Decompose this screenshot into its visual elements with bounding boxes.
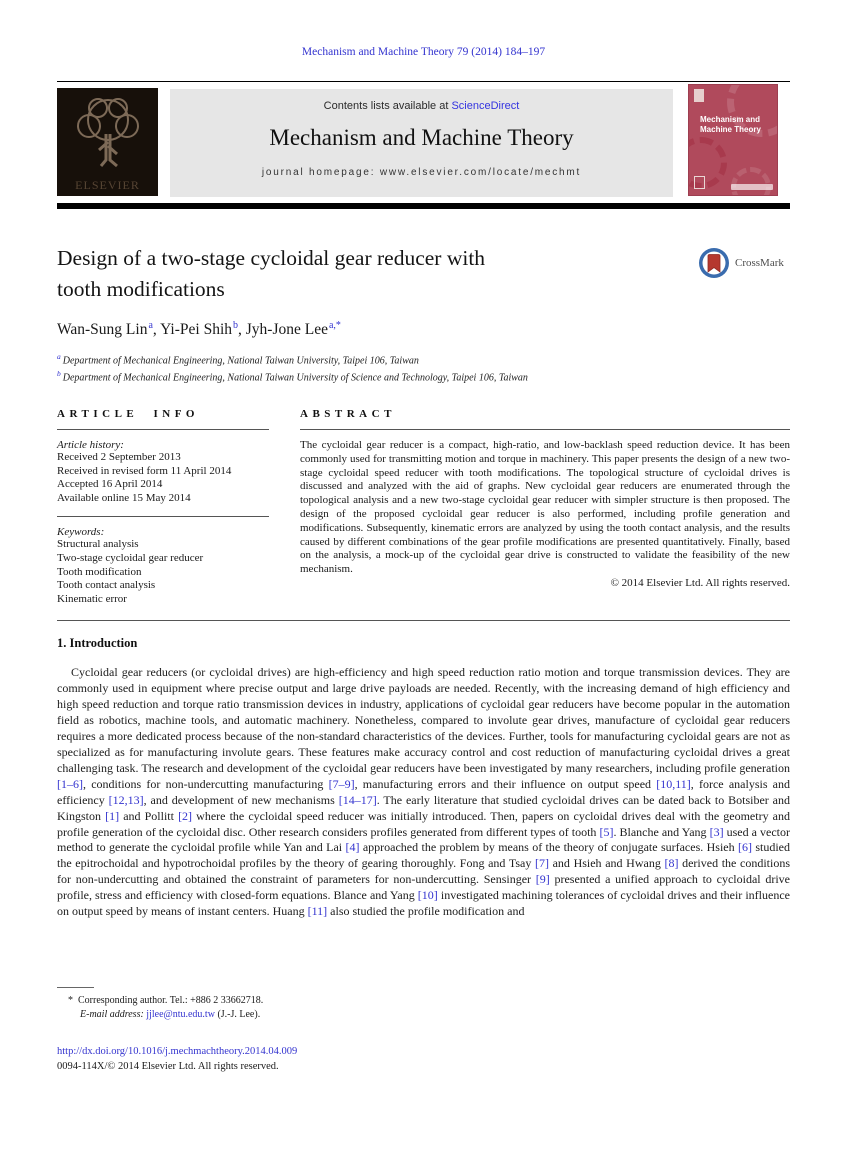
introduction-heading: 1. Introduction xyxy=(57,636,138,650)
article-info-column xyxy=(57,408,300,606)
article-history-item: Available online 15 May 2014 xyxy=(57,491,191,504)
abstract-text: The cycloidal gear reducer is a compact, high-ratio, and low-backlash speed reduction device. It has been commonly used for transmitting motion and torque in machinery. This paper presents the design of a new two-stage cycloidal speed reducer with tooth modifications. The topological structure of cycloidal drives is discussed and analyzed with the aid of graphs. New cycloidal gear reducers are enumerated through the topological analysis and a new two-stage cycloidal gear reducer with simpler structure is then proposed. The design of the proposed cycloidal gear reducer is also performed, including profile generation and modifications. Subsequently, kinematic errors are analyzed by using the tooth contact analysis, and the results caused by different combinations of the gear profile modifications are presented quantitatively. Finally, based on the analysis, a mock-up of the cycloidal gear drive is constructed to validate the feasibility of the new mechanism. xyxy=(300,439,790,576)
citation-link[interactable]: [8] xyxy=(664,856,679,871)
email-suffix: (J.-J. Lee). xyxy=(214,1009,261,1020)
citation-link[interactable]: [4] xyxy=(345,840,360,855)
citation-link[interactable]: [12,13] xyxy=(108,792,144,807)
citation-link[interactable]: [5] xyxy=(599,824,614,839)
citation-link[interactable]: [3] xyxy=(709,824,724,839)
article-info-rule xyxy=(57,429,269,430)
footnote-marker: * xyxy=(68,995,73,1006)
copyright-line: © 2014 Elsevier Ltd. All rights reserved. xyxy=(610,576,790,589)
citation-link[interactable]: [1] xyxy=(105,808,120,823)
elsevier-wordmark: ELSEVIER xyxy=(75,178,140,192)
header-top-rule xyxy=(57,81,790,82)
cover-title-line2: Machine Theory xyxy=(700,125,761,134)
sciencedirect-link[interactable]: ScienceDirect xyxy=(451,100,520,112)
keyword-item: Kinematic error xyxy=(57,592,127,605)
citation-link[interactable]: [2] xyxy=(178,808,193,823)
author-affiliation-sup[interactable]: a xyxy=(148,320,153,331)
affiliation: $^a$ Department of Mechanical Engineering, National Taiwan University, Taipei 106, Taiwan xyxy=(57,352,419,367)
journal-reference[interactable]: Mechanism and Machine Theory 79 (2014) 184–197 xyxy=(301,46,546,58)
keyword-item: Structural analysis xyxy=(57,538,139,551)
section-divider-rule xyxy=(57,620,790,621)
corresponding-author-text: Corresponding author. Tel.: +886 2 33662718. xyxy=(78,995,264,1006)
cover-gear-decoration xyxy=(731,167,771,196)
keywords-label: Keywords: xyxy=(57,526,105,539)
crossmark-label: CrossMark xyxy=(735,257,784,269)
article-title xyxy=(57,243,637,305)
article-history-item: Received 2 September 2013 xyxy=(57,451,181,463)
journal-cover-thumbnail[interactable] xyxy=(688,84,778,196)
abstract-heading: ABSTRACT xyxy=(300,408,396,420)
introduction-paragraph: Cycloidal gear reducers (or cycloidal drives) are high-efficiency and high speed reduction ratio motion and torque transmission devices. They are commonly used in equipment where precise output and large drive payloads are needed. Recently, with the increasing demand of high efficiency and high speed reduction and torque ratio transmission devices in industry, applications of cycloidal gear reducers have become popular in the automation field as robotics, machine tools, and automatic machinery. Nonetheless, compared to involute gear drives, manufacture of cycloidal gear reducers requires a more dedicated process because of the non-standard characteristics of the devices. Further, tools for manufacturing cycloidal gears are not as specialized as for manufacturing involute gears. These features make accuracy control and cost reduction of manufacturing cycloidal drives a great challenging task. The research and development of the cycloidal gear reducers have been investigated by many researchers, including profile generation [1–6], conditions for non-undercutting manufacturing [7–9], manufacturing errors and their influence on output speed [10,11], force analysis and efficiency [12,13], and development of new mechanisms [14–17]. The early literature that studied cycloidal drives can be dated back to Botsiber and Kingston [1] and Pollitt [2] where the cycloidal speed reducer was initially introduced. Then, papers on cycloidal drives deal with the geometry and profile generation of the cycloidal disc. Other research considers profiles generated from different types of tooth [5]. Blanche and Yang [3] used a vector method to generate the cycloidal profile while Yan and Lai [4] approached the problem by means of the theory of conjugate surfaces. Hsieh [6] studied the epitrochoidal and hypotrochoidal profiles by the theory of gearing thoroughly. Fong and Tsay [7] and Hsieh and Hwang [8] derived the conditions for non-undercutting and obtained the constraint of parameters for non-undercutting. Sensinger [9] presented a unified approach to cycloidal drive profile, stress and efficiency with closed-form equations. Blance and Yang [10] investigated machining tolerances of cycloidal drives and their influence on output speed by means of instant centers. Huang [11] also studied the profile modification and xyxy=(57,665,791,919)
citation-link[interactable]: [14–17] xyxy=(338,792,377,807)
citation-link[interactable]: [9] xyxy=(535,872,550,887)
doi-link[interactable]: http://dx.doi.org/10.1016/j.mechmachtheory.2014.04.009 xyxy=(57,1046,298,1057)
author: Jyh-Jone Lee$^{a,*}$ xyxy=(245,320,341,339)
affiliation: $^b$ Department of Mechanical Engineering, National Taiwan University of Science and Technology, Taipei 106, Taiwan xyxy=(57,369,528,384)
article-title-line1: Design of a two-stage cycloidal gear reducer with xyxy=(57,246,486,270)
article-title-line2: tooth modifications xyxy=(57,277,225,301)
article-info-heading: ARTICLE INFO xyxy=(57,408,199,420)
author: Wan-Sung Lin$^a$, xyxy=(57,320,161,339)
email-line xyxy=(80,1008,263,1022)
contents-prefix: Contents lists available at xyxy=(323,100,452,112)
cover-tree-icon xyxy=(694,176,705,189)
crossmark-badge[interactable] xyxy=(698,247,793,279)
citation-link[interactable]: [1–6] xyxy=(57,776,83,791)
citation-link[interactable]: [6] xyxy=(737,840,752,855)
affiliation-list xyxy=(57,350,528,385)
crossmark-icon xyxy=(698,247,730,279)
keyword-item: Two-stage cycloidal gear reducer xyxy=(57,551,204,564)
citation-link[interactable]: [10,11] xyxy=(656,776,691,791)
abstract-rule xyxy=(300,429,790,430)
keyword-item: Tooth modification xyxy=(57,565,142,578)
footnote-rule xyxy=(57,987,94,988)
citation-link[interactable]: [7–9] xyxy=(328,776,355,791)
keywords-divider-rule xyxy=(57,516,269,517)
keywords-list xyxy=(57,538,300,606)
homepage-label: journal homepage: xyxy=(261,167,380,178)
corresponding-author-line xyxy=(68,994,263,1008)
header-black-bar xyxy=(57,203,790,209)
citation-link[interactable]: [10] xyxy=(417,888,438,903)
citation-link[interactable]: [11] xyxy=(307,904,328,919)
cover-title xyxy=(700,115,761,135)
article-history-list xyxy=(57,451,300,505)
homepage-line xyxy=(170,167,673,178)
issn-copyright-line: 0094-114X/© 2014 Elsevier Ltd. All rights reserved. xyxy=(57,1061,279,1072)
email-label: E-mail address: xyxy=(80,1009,144,1020)
homepage-url-link[interactable]: www.elsevier.com/locate/mechmt xyxy=(379,167,582,178)
cover-sciencedirect-strip xyxy=(731,184,773,190)
elsevier-tree-icon xyxy=(65,90,151,176)
footnote xyxy=(68,994,263,1022)
author: Yi-Pei Shih$^b$, xyxy=(160,320,246,339)
journal-title: Mechanism and Machine Theory xyxy=(269,125,574,150)
info-abstract-section xyxy=(57,408,790,606)
author-affiliation-sup[interactable]: a,* xyxy=(328,320,341,331)
contents-line xyxy=(170,100,673,112)
cover-publisher-mark xyxy=(694,89,704,102)
keyword-item: Tooth contact analysis xyxy=(57,579,156,592)
author-list xyxy=(57,320,341,339)
author-affiliation-sup[interactable]: b xyxy=(233,320,239,331)
email-link[interactable]: jjlee@ntu.edu.tw xyxy=(146,1009,215,1020)
elsevier-logo[interactable] xyxy=(57,88,158,196)
article-history-item: Accepted 16 April 2014 xyxy=(57,478,163,491)
article-history-label: Article history: xyxy=(57,439,124,451)
citation-link[interactable]: [7] xyxy=(534,856,549,871)
abstract-column xyxy=(300,408,790,606)
article-history-item: Received in revised form 11 April 2014 xyxy=(57,464,232,477)
cover-title-line1: Mechanism and xyxy=(700,115,761,124)
journal-banner xyxy=(170,89,673,197)
